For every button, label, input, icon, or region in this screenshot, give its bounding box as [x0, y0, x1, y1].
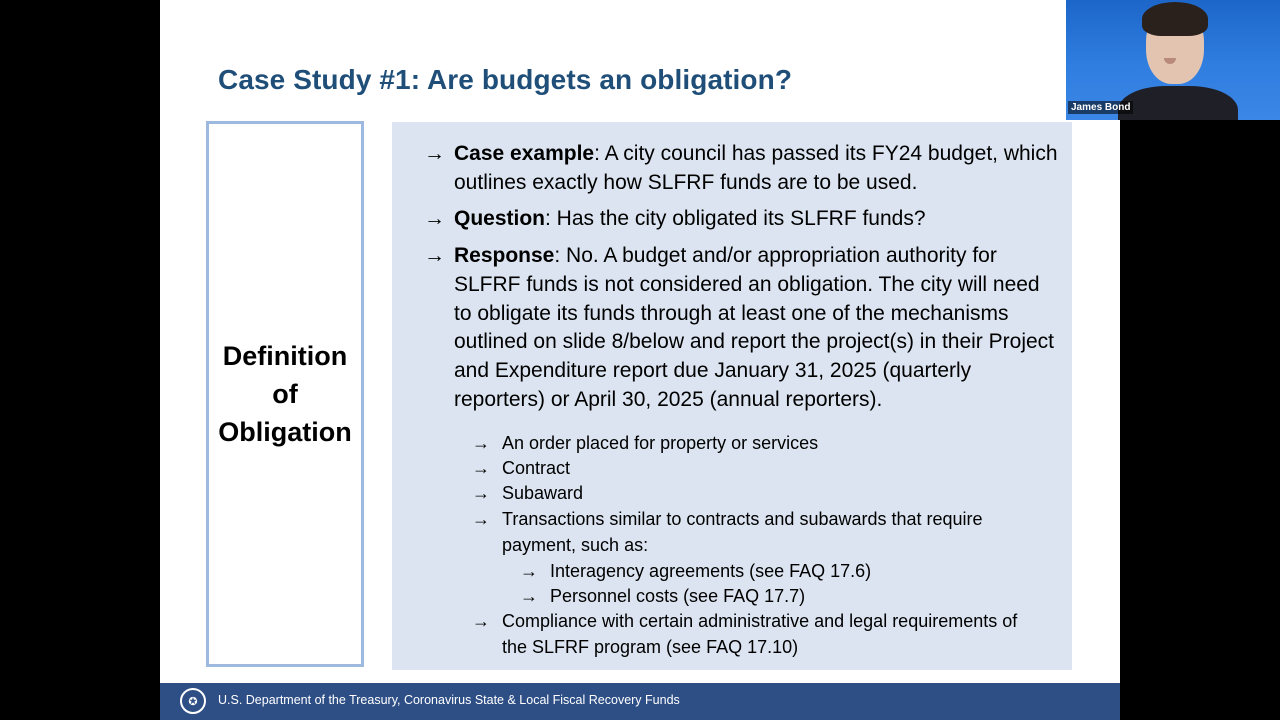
arrow-icon: → [472, 509, 490, 529]
slide-footer [160, 683, 1120, 720]
arrow-icon: → [472, 483, 490, 503]
mechanism-item [472, 507, 1012, 558]
definition-label: Definition of Obligation [218, 341, 352, 447]
case-example-text: : A city council has passed its FY24 budget, which outlines exactly how SLFRF funds are to be used. [454, 142, 1058, 194]
submechanism-text: Interagency agreements (see FAQ 17.6) [550, 561, 872, 581]
question-item [424, 205, 1058, 234]
submechanism-item [520, 559, 1040, 585]
definition-box [206, 121, 364, 667]
content-panel [392, 122, 1072, 670]
participant-video-tile[interactable] [1066, 0, 1280, 120]
arrow-icon: → [424, 244, 445, 267]
presentation-slide [160, 0, 1120, 720]
arrow-icon: → [472, 433, 490, 453]
arrow-icon: → [520, 586, 538, 606]
mechanism-text: Compliance with certain administrative and legal requirements of the SLFRF program (see FAQ 17.10) [502, 611, 1018, 657]
submechanism-item [520, 584, 1040, 610]
case-example-item [424, 140, 1058, 198]
response-item [424, 242, 1058, 415]
submechanism-text: Personnel costs (see FAQ 17.7) [550, 586, 806, 606]
mechanism-item [472, 431, 1052, 457]
response-text: : No. A budget and/or appropriation authority for SLFRF funds is not considered an obligation. The city will need to obligate its funds through at least one of the mechanisms outlined on slide 8/below and report the project(s) in their Project and Expenditure report due January 31, 2025 (quarterly reporters) or April 30, 2025 (annual reporters). [454, 244, 1054, 411]
mechanism-item [472, 609, 1032, 660]
arrow-icon: → [424, 142, 445, 165]
participant-name: James Bond [1068, 101, 1133, 114]
footer-text: U.S. Department of the Treasury, Coronavirus State & Local Fiscal Recovery Funds [218, 693, 680, 707]
treasury-seal-icon: ✪ [180, 688, 206, 714]
arrow-icon: → [472, 458, 490, 478]
mechanism-item [472, 456, 1052, 482]
mechanism-text: An order placed for property or services [502, 433, 819, 453]
participant-avatar-body [1118, 86, 1238, 120]
case-example-label: Case example [454, 142, 595, 165]
mechanism-text: Transactions similar to contracts and subawards that require payment, such as: [502, 509, 983, 555]
question-text: : Has the city obligated its SLFRF funds? [545, 207, 926, 230]
arrow-icon: → [472, 611, 490, 631]
response-label: Response [454, 244, 555, 267]
arrow-icon: → [520, 561, 538, 581]
question-label: Question [454, 207, 546, 230]
mechanism-item [472, 481, 1052, 507]
mechanism-text: Contract [502, 458, 571, 478]
slide-title: Case Study #1: Are budgets an obligation? [218, 64, 793, 95]
arrow-icon: → [424, 207, 445, 230]
mechanism-text: Subaward [502, 483, 584, 503]
participant-avatar-hair [1142, 2, 1208, 36]
